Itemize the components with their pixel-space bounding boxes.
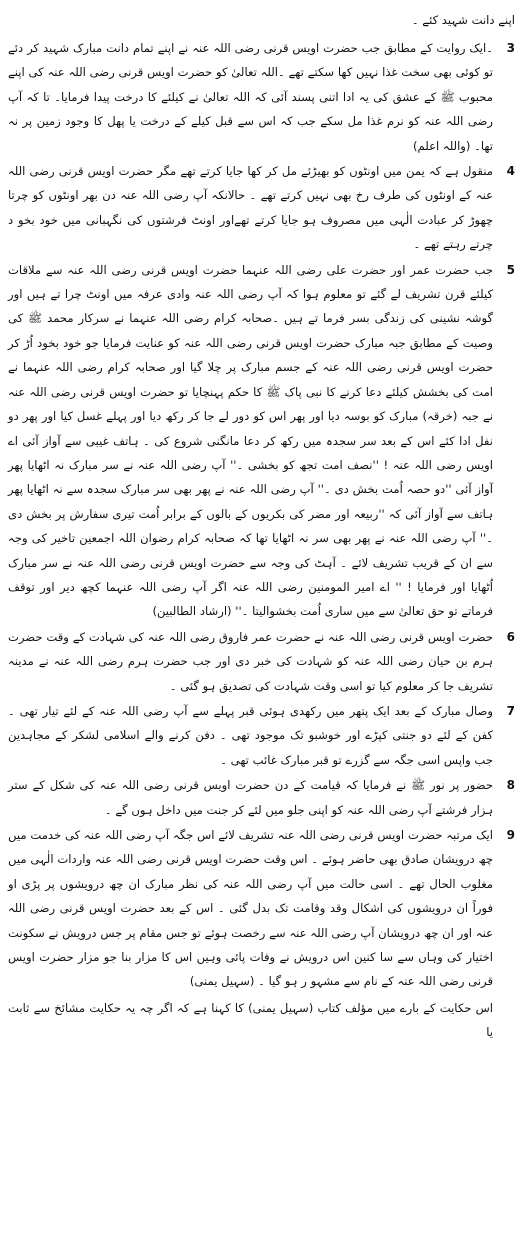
paragraph-number: 6: [506, 629, 515, 644]
paragraph-number: 5: [506, 262, 515, 277]
paragraph-text: جب حضرت عمر اور حضرت علی رضی اللہ عنہما حضرت اویس قرنی رضی اللہ عنہ سے ملاقات کیلئے قرن تشریف لے گئے تو معلوم ہوا کہ آپ رضی اللہ عنہ وادی عرفہ میں اونٹ چرا تے ہیں اور گوشہ نشینی کی زندگی بسر فرما تے ہیں ۔صحابہ کرام رضی اللہ عنہما نے سرکار محمد ﷺ کی وصیت کے مطابق جبہ مبارک حضرت اویس قرنی رضی اللہ عنہ کو عنایت فرمایا جو خود بخود اُڑ کر حضرت اویس قرنی رضی اللہ عنہ کے جسم مبارک پر چلا گیا اور صحابہ کرام رضی اللہ عنہما نے امت کی بخشش کیلئے دعا کرنے کا نبی پاک ﷺ کا حکم پہنچایا تو حضرت اویس قرنی رضی اللہ عنہ نے جبہ (خرقہ) مبارک کو بوسہ دیا اور پھر اس کو دور لے جا کر رکھ دیا اور پہلے غسل کیا اور پھر دو نفل ادا کئے اس کے بعد سر سجدہ میں رکھ کر دعا مانگنی شروع کی ۔ ہاتف غیبی سے آواز آئی اے اویس رضی اللہ عنہ ! ''نصف امت تجھ کو بخشی ۔'' آپ رضی اللہ عنہ نے سر مبارک نہ اٹھایا پھر آواز آئی ''دو حصہ اُمت بخش دی ۔'' آپ رضی اللہ عنہ نے پھر بھی سر مبارک سجدہ سے نہ اٹھایا پھر ہاتف سے آواز آئی کہ ''ربیعہ اور مضر کی بکریوں کے بالوں کے برابر اُمت تیری سفارش پر بخش دی ۔'' آپ رضی اللہ عنہ نے پھر بھی سر نہ اٹھایا تھا کہ صحابہ کرام رضوان اللہ اجمعین تاخیر کی وجہ سے ان کے قریب تشریف لائے ۔ آہٹ کی وجہ سے حضرت اویس قرنی رضی اللہ عنہ نے سر مبارک اُٹھایا اور فرمایا ! '' اے امیر المومنین رضی اللہ عنہ اگر آپ رضی اللہ عنہما کچھ دیر اور توقف فرماتے تو حق تعالیٰ سے میں ساری اُمت بخشوالیتا ۔'' (ارشاد الطالبین): [8, 262, 493, 619]
paragraph-text: حضرت اویس قرنی رضی اللہ عنہ نے حضرت عمر فاروق رضی اللہ عنہ کی شہادت کے وقت حضرت ہرم بن حیان رضی اللہ عنہ کو شہادت کی خبر دی اور جب حضرت ہرم رضی اللہ عنہ نے مدینہ تشریف جا کر معلوم کیا تو اسی وقت شہادت کی تصدیق ہو گئی ۔: [8, 629, 493, 693]
paragraph-text: حضور پر نور ﷺ نے فرمایا کہ قیامت کے دن حضرت اویس قرنی رضی اللہ عنہ کی شکل کے ستر ہزار فرشتے آپ رضی اللہ عنہ کو اپنی جلو میں لئے کر جنت میں داخل ہوں گے ۔: [8, 778, 493, 817]
paragraph-text: منقول ہے کہ یمن میں اونٹوں کو بھیڑئے مل کر کھا جایا کرتے تھے مگر حضرت اویس قرنی رضی اللہ عنہ کے اونٹوں کی طرف رخ بھی نہیں کرتے تھے ۔ حالانکہ آپ رضی اللہ عنہ دن بھر اونٹوں کو چرتا چھوڑ کر عبادت الٰہی میں مصروف ہو جایا کرتے تھےاور اونٹ فرشتوں کی نگہبانی میں خود بخو د چرتے رہتے تھے ۔: [8, 164, 493, 252]
paragraph-text: ۔ایک روایت کے مطابق جب حضرت اویس قرنی رضی اللہ عنہ نے اپنے تمام دانت مبارک شہید کر دئے تو کوئی بھی سخت غذا نہیں کھا سکتے تھے ۔اللہ تعالیٰ کو حضرت اویس قرنی رضی اللہ عنہ کی اپنے محبوب ﷺ کے عشق کی یہ ادا اتنی پسند آئی کہ اللہ تعالیٰ نے کیلئے کا درخت پیدا فرمایا۔ تا کہ آپ رضی اللہ عنہ کو نرم غذا مل سکے جب کہ اس سے قبل کیلے کے درخت یا پھل کا وجود زمین پر نہ تھا۔ (واللہ اعلم): [8, 41, 493, 153]
numbered-paragraph-8: [8, 773, 515, 822]
numbered-paragraph-5: [8, 258, 515, 624]
paragraph-number: 4: [506, 164, 515, 179]
trailing-paragraph: اس حکایت کے بارے میں مؤلف کتاب (سہیل یمنی) کا کہنا ہے کہ اگر چہ یہ حکایت مشائخ سے ثابت یا: [8, 1000, 493, 1039]
numbered-paragraph-4: [8, 159, 515, 257]
paragraph-text: وصال مبارک کے بعد ایک پتھر میں رکھدی ہوئی قبر پہلے سے آپ رضی اللہ عنہ کے لئے تیار تھی ۔ کفن کے لئے دو جنتی کپڑے اور خوشبو تک موجود تھی ۔ دفن کرنے والے اسلامی لشکر کے مجاہدین جب واپس اسی جگہ سے گزرے تو قبر مبارک غائب تھی ۔: [8, 703, 493, 767]
numbered-paragraph-7: [8, 699, 515, 772]
numbered-paragraph-9: [8, 823, 515, 994]
paragraph-number: 8: [506, 778, 515, 793]
paragraph-number: 7: [506, 703, 515, 718]
paragraph-text: ایک مرتبہ حضرت اویس قرنی رضی اللہ عنہ تشریف لائے اس جگہ آپ رضی اللہ عنہ کی خدمت میں چھ درویشان صادق بھی حاضر ہوئے ۔ اس وقت حضرت اویس قرنی رضی اللہ عنہ واردات الٰہی میں مغلوب الحال تھے ۔ اسی حالت میں آپ رضی اللہ عنہ کی نظر مبارک ان چھ درویشوں پر پڑی او فوراً ان درویشوں کی اشکال وقد وقامت تک بدل گئی ۔ اس کے بعد حضرت اویس قرنی رضی اللہ عنہ اور ان چھ درویشان آپ رضی اللہ عنہ سے رخصت ہوئے تو جس مقام پر جس درویش نے سکونت اختیار کی وہاں سے سا کنین اس درویش نے وفات پائی وہیں اس کا مزار بنا جو مزار حضرت اویس قرنی رضی اللہ عنہ کے نام سے مشہو ر ہو گیا ۔ (سہیل یمنی): [8, 828, 493, 989]
numbered-paragraph-6: [8, 625, 515, 698]
numbered-paragraph-3: [8, 36, 515, 158]
lead-line: اپنے دانت شہید کئے ۔: [411, 13, 515, 27]
paragraph-number: 3: [506, 41, 515, 55]
paragraph-number: 9: [506, 828, 515, 842]
